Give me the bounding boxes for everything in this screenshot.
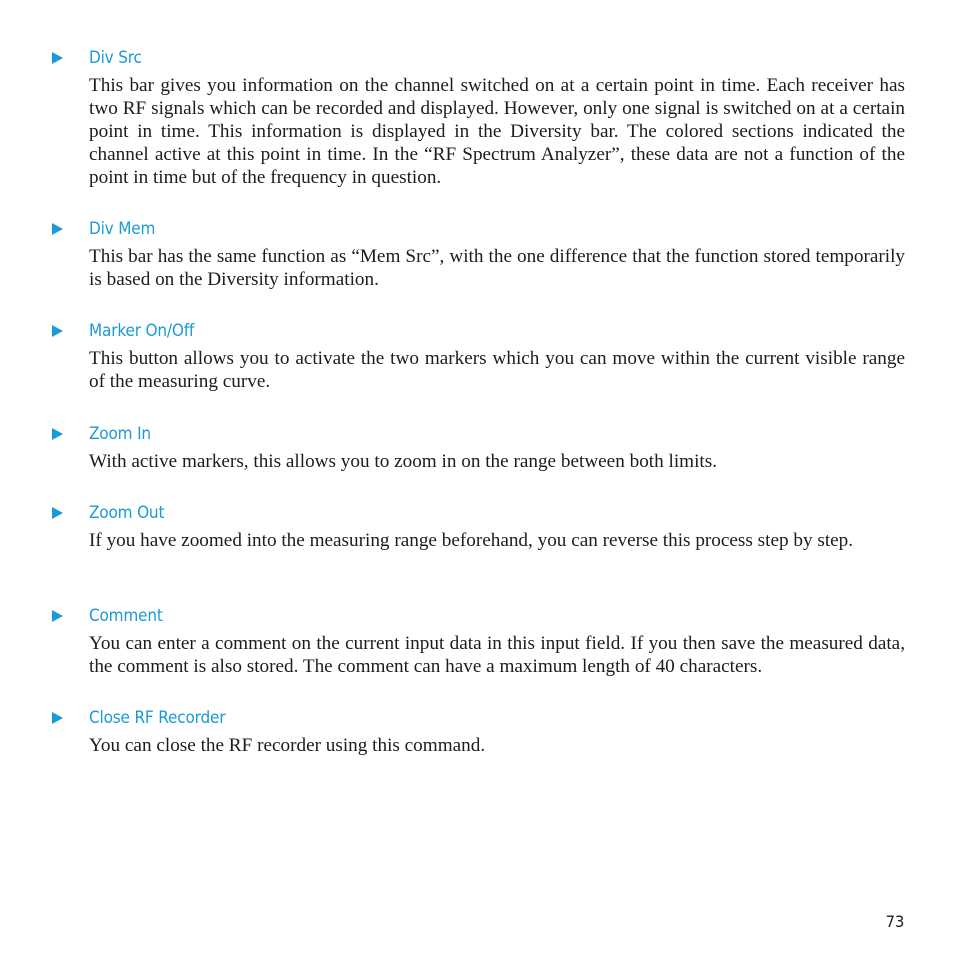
triangle-right-icon: [52, 712, 63, 724]
section-heading: [50, 46, 905, 70]
section-comment: [50, 604, 905, 678]
paragraph-close-rf-recorder: You can close the RF recorder using this command.: [89, 735, 486, 756]
section-div-mem: [50, 217, 905, 291]
paragraph-zoom-in: With active markers, this allows you to zoom in on the range between both limits.: [89, 451, 718, 472]
section-heading: [50, 706, 905, 730]
heading-comment: Comment: [89, 606, 163, 626]
heading-close-rf-recorder: Close RF Recorder: [89, 708, 226, 728]
triangle-right-icon: [52, 52, 63, 64]
triangle-right-icon: [52, 325, 63, 337]
triangle-right-icon: [52, 223, 63, 235]
heading-zoom-in: Zoom In: [89, 424, 151, 444]
heading-div-mem: Div Mem: [89, 219, 156, 239]
triangle-right-icon: [52, 610, 63, 622]
section-heading: [50, 501, 905, 525]
section-div-src: [50, 46, 905, 189]
paragraph-marker-on-off: This button allows you to activate the two markers which you can move within the current visible range of the measuring curve.: [89, 348, 905, 392]
section-heading: [50, 422, 905, 446]
paragraph-div-src: This bar gives you information on the channel switched on at a certain point in time. Each receiver has two RF signals which can be recorded and displayed. However, only one signal is switched on at a certain point in time. This information is displayed in the Diversity bar. The colored sections indicated the channel active at this point in time. In the “RF Spectrum Analyzer”, these data are not a function of the point in time but of the frequency in question.: [89, 75, 905, 188]
section-heading: [50, 319, 905, 343]
heading-zoom-out: Zoom Out: [89, 503, 165, 523]
page-number: 73: [885, 912, 904, 931]
triangle-right-icon: [52, 507, 63, 519]
section-zoom-out: [50, 501, 905, 552]
heading-div-src: Div Src: [89, 48, 142, 68]
section-close-rf-recorder: [50, 706, 905, 757]
section-zoom-in: [50, 422, 905, 473]
heading-marker-on-off: Marker On/Off: [89, 321, 195, 341]
section-marker-on-off: [50, 319, 905, 393]
triangle-right-icon: [52, 428, 63, 440]
section-heading: [50, 604, 905, 628]
paragraph-zoom-out: If you have zoomed into the measuring range beforehand, you can reverse this process step by step.: [89, 530, 854, 551]
paragraph-comment: You can enter a comment on the current input data in this input field. If you then save the measured data, the comment is also stored. The comment can have a maximum length of 40 characters.: [89, 633, 905, 677]
section-heading: [50, 217, 905, 241]
paragraph-div-mem: This bar has the same function as “Mem Src”, with the one difference that the function stored temporarily is based on the Diversity information.: [89, 246, 905, 290]
